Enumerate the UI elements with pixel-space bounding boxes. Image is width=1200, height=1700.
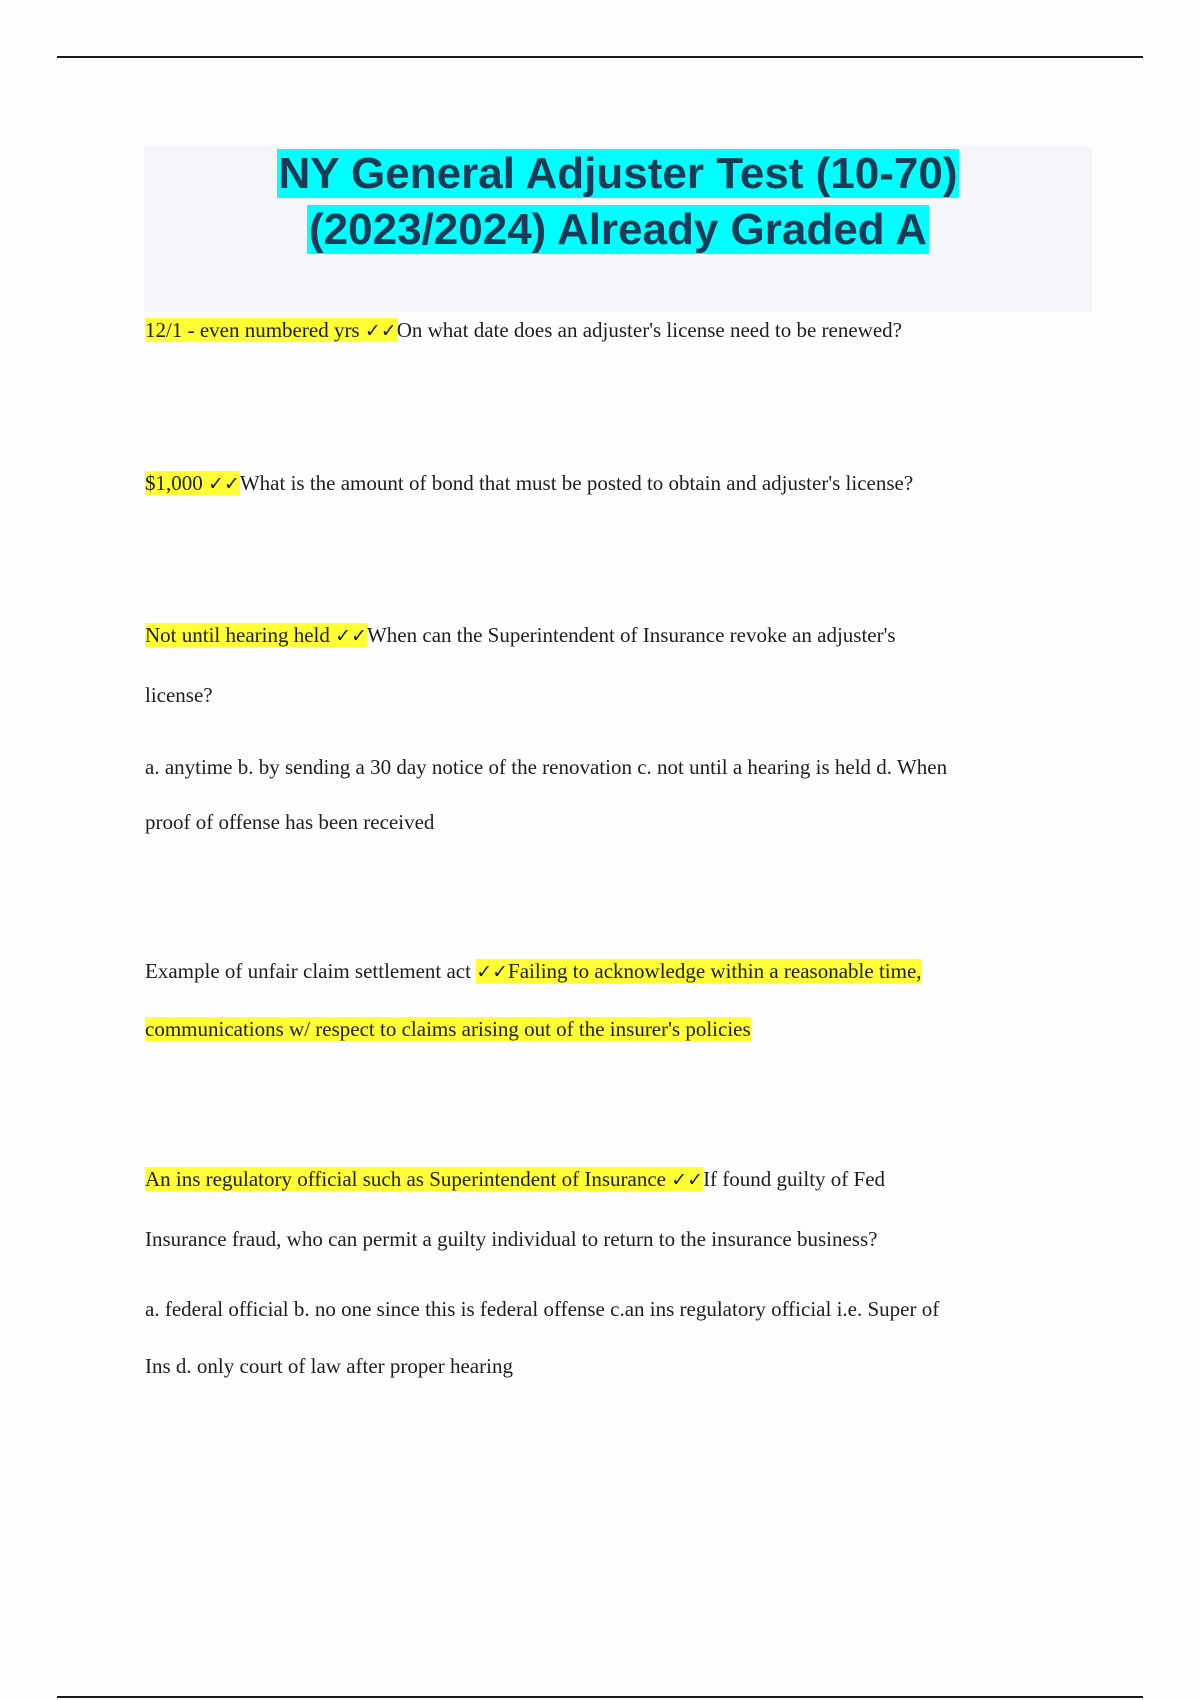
question-text: On what date does an adjuster's license need to be renewed? (396, 318, 902, 342)
qa-item-3 (145, 620, 1085, 837)
title-text-1: NY General Adjuster Test (10-70) (278, 149, 958, 198)
document-title (144, 146, 1092, 312)
answer-highlight (145, 1167, 703, 1191)
check-icon: ✓✓ (476, 961, 509, 983)
choices-text-continued: proof of offense has been received (145, 810, 435, 834)
bottom-rule (57, 1696, 1143, 1698)
title-text-2: (2023/2024) Already Graded A (309, 205, 927, 254)
question-text: When can the Superintendent of Insurance revoke an adjuster's (366, 623, 896, 647)
question-text: What is the amount of bond that must be posted to obtain and adjuster's license? (239, 471, 914, 495)
choices-text: a. federal official b. no one since this is federal offense c.an ins regulatory official i.e. Super of (145, 1297, 940, 1321)
qa-item-2 (145, 468, 1085, 498)
question-text: If found guilty of Fed (703, 1167, 886, 1191)
answer-text: 12/1 - even numbered yrs (145, 318, 365, 342)
title-line-1 (144, 146, 1092, 202)
check-icon: ✓✓ (364, 320, 397, 342)
question-text-continued: license? (145, 683, 213, 707)
qa-line (145, 956, 1085, 986)
question-text-continued: Insurance fraud, who can permit a guilty individual to return to the insurance business? (145, 1227, 878, 1251)
question-text: Example of unfair claim settlement act (145, 959, 477, 983)
answer-highlight (145, 318, 397, 342)
qa-item-4 (145, 956, 1085, 1044)
choices-text: a. anytime b. by sending a 30 day notice of the renovation c. not until a hearing is held d. When (145, 755, 948, 779)
answer-highlight (145, 471, 240, 495)
answer-text: Failing to acknowledge within a reasonable time, (508, 959, 922, 983)
qa-line (145, 315, 1085, 345)
answer-highlight (476, 959, 921, 983)
qa-item-5 (145, 1164, 1085, 1381)
answer-text-continued: communications w/ respect to claims arising out of the insurer's policies (145, 1017, 751, 1041)
answer-text: $1,000 (145, 471, 208, 495)
check-icon: ✓✓ (208, 473, 240, 495)
qa-line (145, 620, 1085, 650)
choices-text-continued: Ins d. only court of law after proper hearing (145, 1354, 513, 1378)
answer-text: An ins regulatory official such as Superintendent of Insurance (145, 1167, 672, 1191)
check-icon: ✓✓ (671, 1169, 704, 1191)
answer-text: Not until hearing held (145, 623, 336, 647)
answer-highlight (145, 623, 367, 647)
title-line-2 (144, 202, 1092, 258)
answer-line-2 (145, 1014, 1085, 1044)
qa-line (145, 1164, 1085, 1194)
check-icon: ✓✓ (335, 625, 367, 647)
qa-line (145, 468, 1085, 498)
top-rule (57, 56, 1143, 58)
qa-item-1 (145, 315, 1085, 345)
